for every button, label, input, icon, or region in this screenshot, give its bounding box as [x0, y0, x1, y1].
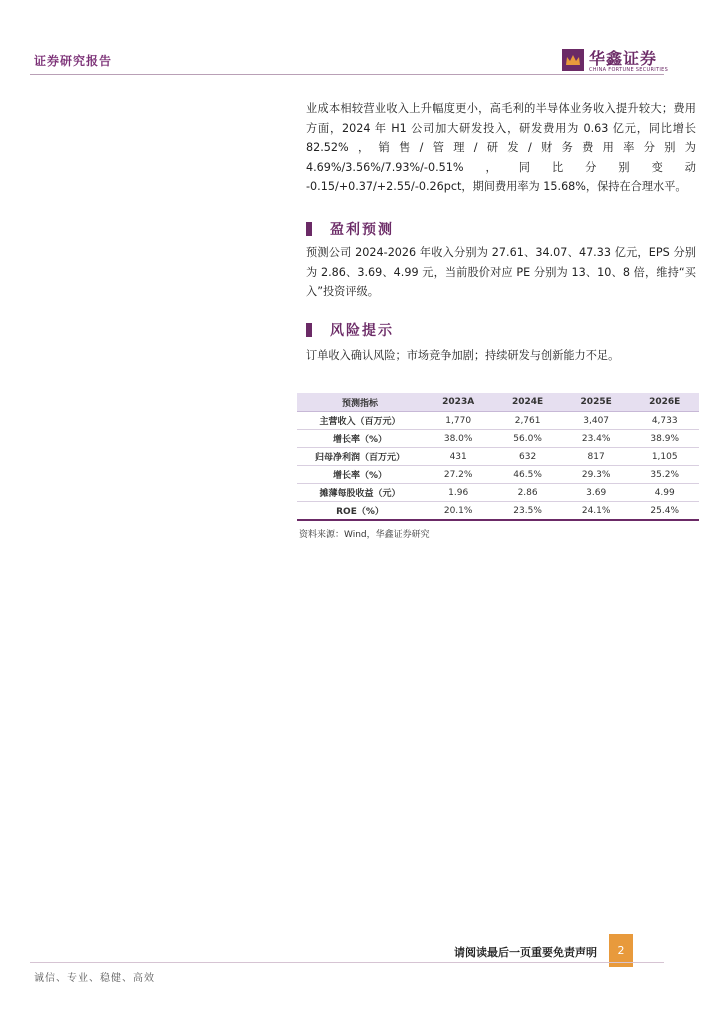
table-header-cell: 2023A: [423, 393, 493, 412]
table-cell: 4,733: [630, 412, 699, 430]
table-cell: 24.1%: [562, 502, 631, 521]
row-label: 归母净利润（百万元）: [297, 448, 423, 466]
table-row: [297, 466, 699, 484]
table-cell: 3,407: [562, 412, 631, 430]
table-cell: 1,105: [630, 448, 699, 466]
table-cell: 35.2%: [630, 466, 699, 484]
forecast-paragraph: 预测公司 2024-2026 年收入分别为 27.61、34.07、47.33 亿元，EPS 分别为 2.86、3.69、4.99 元，当前股价对应 PE 分别为 13、10、8 倍，维持“买入”投资评级。: [306, 246, 696, 299]
table-cell: 23.5%: [493, 502, 562, 521]
page-number: 2: [609, 934, 633, 967]
header-divider: [30, 74, 664, 75]
table-cell: 20.1%: [423, 502, 493, 521]
row-label: 增长率（%）: [297, 430, 423, 448]
cost-analysis-paragraph: 业成本相较营业收入上升幅度更小，高毛利的半导体业务收入提升较大；费用方面，2024 年 H1 公司加大研发投入，研发费用为 0.63 亿元，同比增长 82.52%，销售/管理/研发/财务费用率分别为 4.69%/3.56%/7.93%/-0.51%，同比分别变动 -0.15/+0.37/+2.55/-0.26pct，期间费用率为 15.68%，保持在合理水平。: [306, 102, 696, 194]
table-header-cell: 预测指标: [297, 393, 423, 412]
table-row: [297, 412, 699, 430]
table-header-cell: 2026E: [630, 393, 699, 412]
table-header-row: [297, 393, 699, 412]
row-label: 增长率（%）: [297, 466, 423, 484]
table-cell: 4.99: [630, 484, 699, 502]
table-cell: 817: [562, 448, 631, 466]
company-logo: [562, 46, 669, 76]
table-header-cell: 2024E: [493, 393, 562, 412]
section-title: 盈利预测: [330, 222, 394, 238]
logo-subtitle: CHINA FORTUNE SECURITIES: [589, 67, 669, 73]
row-label: 主营收入（百万元）: [297, 412, 423, 430]
risk-paragraph: 订单收入确认风险；市场竞争加剧；持续研发与创新能力不足。: [306, 349, 620, 362]
section-marker: [306, 323, 312, 337]
table-row: [297, 430, 699, 448]
table-row: [297, 484, 699, 502]
company-slogan: 诚信、专业、稳健、高效: [34, 973, 155, 984]
row-label: 摊薄每股收益（元）: [297, 484, 423, 502]
data-source-note: 资料来源：Wind，华鑫证券研究: [299, 530, 430, 540]
disclaimer-notice: 请阅读最后一页重要免责声明: [454, 946, 597, 959]
table-cell: 25.4%: [630, 502, 699, 521]
table-cell: 1,770: [423, 412, 493, 430]
table-cell: 27.2%: [423, 466, 493, 484]
table-header-cell: 2025E: [562, 393, 631, 412]
table-cell: 2.86: [493, 484, 562, 502]
table-row: [297, 502, 699, 521]
table-cell: 2,761: [493, 412, 562, 430]
forecast-table: [297, 393, 699, 521]
footer-divider: [30, 962, 664, 963]
table-cell: 29.3%: [562, 466, 631, 484]
table-cell: 632: [493, 448, 562, 466]
report-type-title: 证券研究报告: [34, 54, 113, 68]
logo-crown-icon: [562, 49, 584, 71]
table-cell: 46.5%: [493, 466, 562, 484]
logo-text: 华鑫证券: [589, 49, 658, 68]
table-cell: 1.96: [423, 484, 493, 502]
table-row: [297, 448, 699, 466]
table-cell: 56.0%: [493, 430, 562, 448]
table-cell: 3.69: [562, 484, 631, 502]
row-label: ROE（%）: [297, 502, 423, 521]
table-cell: 38.9%: [630, 430, 699, 448]
section-title: 风险提示: [330, 323, 394, 339]
table-cell: 38.0%: [423, 430, 493, 448]
table-cell: 431: [423, 448, 493, 466]
table-cell: 23.4%: [562, 430, 631, 448]
section-marker: [306, 222, 312, 236]
